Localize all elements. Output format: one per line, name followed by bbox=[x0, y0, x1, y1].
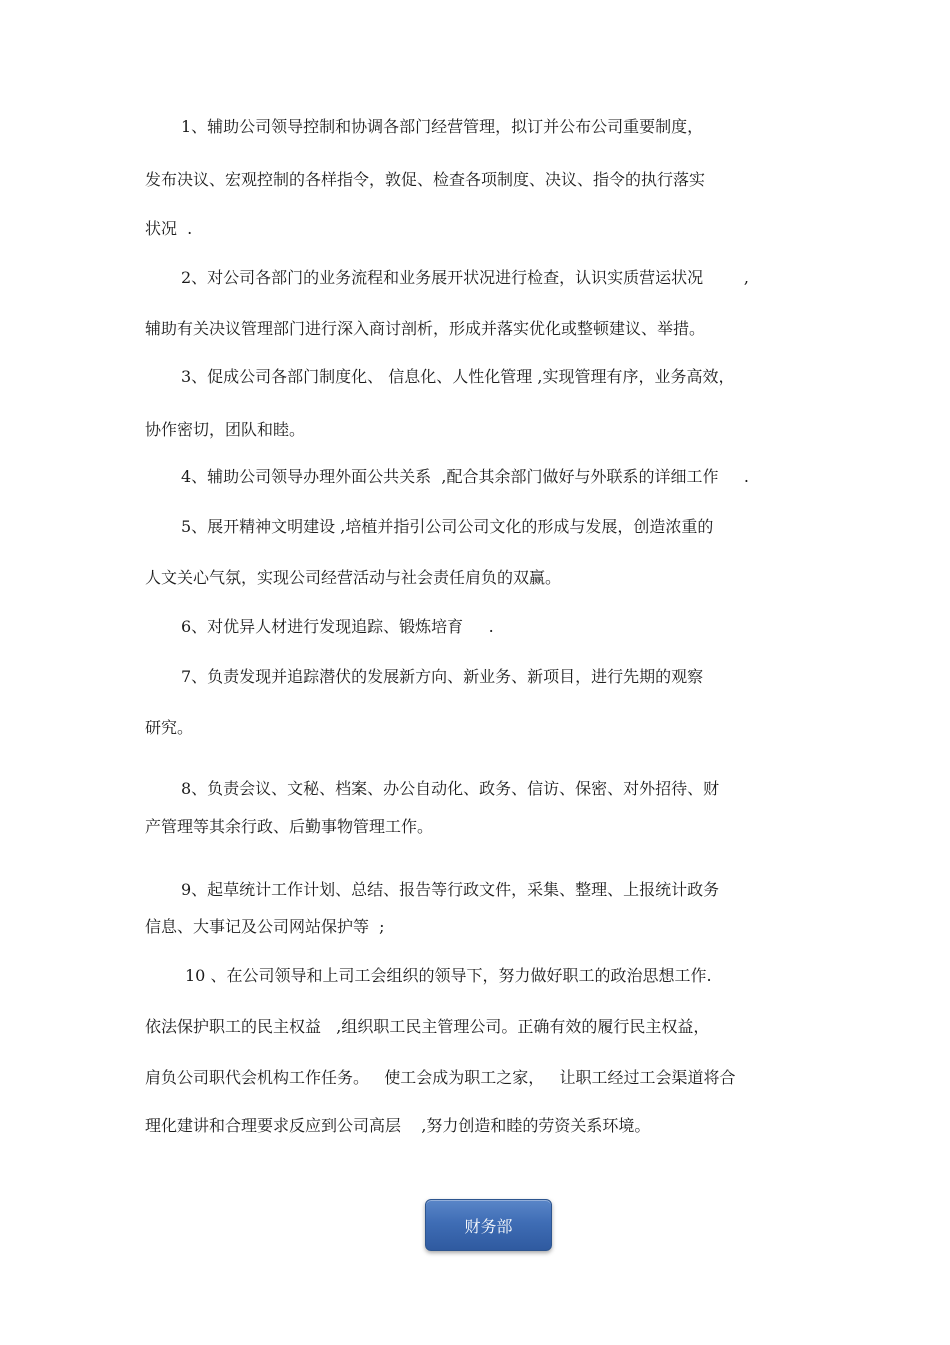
text-line: 3、促成公司各部门制度化、 信息化、人性化管理 ,实现管理有序，业务高效， bbox=[181, 367, 735, 386]
text-line: 研究。 bbox=[145, 718, 194, 737]
text-line: 9、起草统计工作计划、总结、报告等行政文件，采集、整理、上报统计政务 bbox=[181, 880, 720, 899]
finance-department-label: 财务部 bbox=[464, 1216, 513, 1236]
finance-department-button[interactable] bbox=[425, 1199, 552, 1251]
text-line: 状况 . bbox=[145, 219, 193, 238]
text-line: 6、对优异人材进行发现追踪、锻炼培育 . bbox=[181, 617, 494, 636]
text-line: 辅助有关决议管理部门进行深入商讨剖析，形成并落实优化或整顿建议、举措。 bbox=[145, 319, 706, 338]
text-line: 依法保护职工的民主权益 ,组织职工民主管理公司。正确有效的履行民主权益， bbox=[145, 1017, 710, 1036]
text-line: 8、负责会议、文秘、档案、办公自动化、政务、信访、保密、对外招待、财 bbox=[181, 779, 720, 798]
text-line: 10 、在公司领导和上司工会组织的领导下，努力做好职工的政治思想工作. bbox=[185, 966, 712, 985]
text-line: 5、展开精神文明建设 ,培植并指引公司公司文化的形成与发展，创造浓重的 bbox=[181, 517, 714, 536]
text-line: 协作密切，团队和睦。 bbox=[145, 420, 306, 439]
text-line: 2、对公司各部门的业务流程和业务展开状况进行检查，认识实质营运状况 , bbox=[181, 268, 749, 287]
text-line: 信息、大事记及公司网站保护等 ; bbox=[145, 917, 385, 936]
text-line: 人文关心气氛，实现公司经营活动与社会责任肩负的双赢。 bbox=[145, 568, 562, 587]
text-line: 发布决议、宏观控制的各样指令，敦促、检查各项制度、决议、指令的执行落实 bbox=[145, 170, 706, 189]
text-line: 7、负责发现并追踪潜伏的发展新方向、新业务、新项目，进行先期的观察 bbox=[181, 667, 704, 686]
text-line: 肩负公司职代会机构工作任务。 使工会成为职工之家， 让职工经过工会渠道将合 bbox=[145, 1068, 736, 1087]
text-line: 理化建讲和合理要求反应到公司高层 ,努力创造和睦的劳资关系环境。 bbox=[145, 1116, 651, 1135]
text-line: 产管理等其余行政、后勤事物管理工作。 bbox=[145, 817, 434, 836]
text-line: 1、辅助公司领导控制和协调各部门经营管理，拟订并公布公司重要制度， bbox=[181, 117, 704, 136]
text-line: 4、辅助公司领导办理外面公共关系 ,配合其余部门做好与外联系的详细工作 . bbox=[181, 467, 749, 486]
